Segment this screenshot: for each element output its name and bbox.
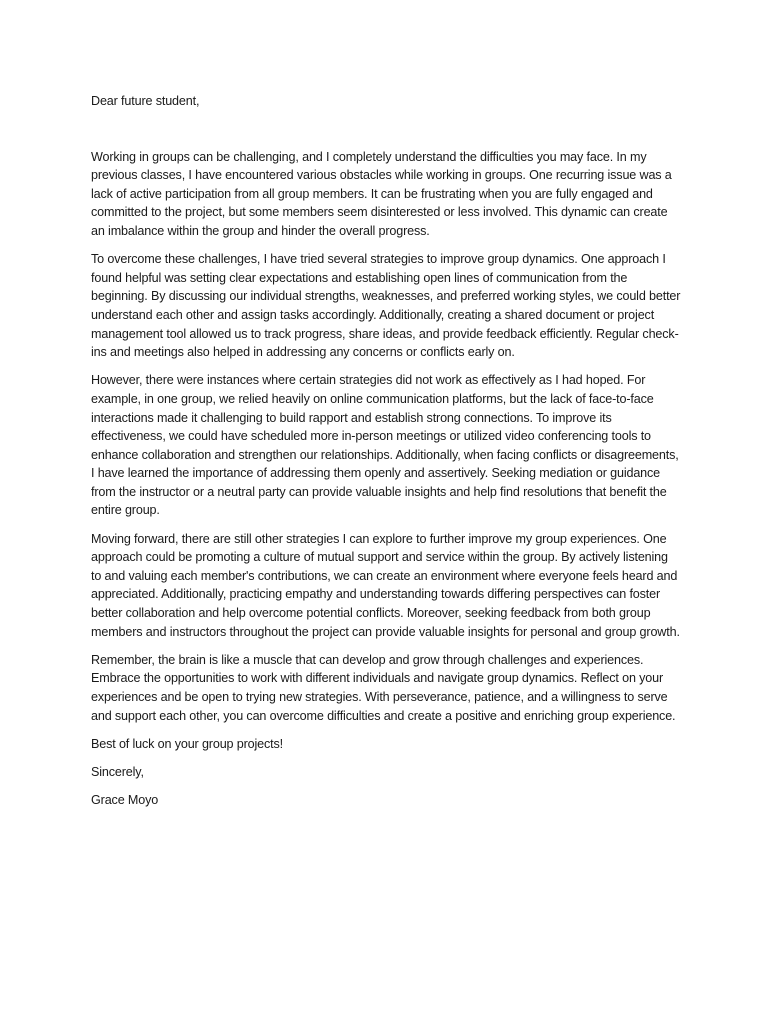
- letter-body: [91, 92, 681, 819]
- body-paragraph-3: However, there were instances where certain strategies did not work as effectively as I had hoped. For example, in one group, we relied heavily on online communication platforms, but the lack of face-to-face interactions made it challenging to build rapport and establish strong connections. To improve its effectiveness, we could have scheduled more in-person meetings or utilized video conferencing tools to enhance collaboration and strengthen our relationships. Additionally, when facing conflicts or disagreements, I have learned the importance of addressing them openly and assertively. Seeking mediation or guidance from the instructor or a neutral party can provide valuable insights and help find resolutions that benefit the entire group.: [91, 373, 679, 518]
- body-paragraph-2: To overcome these challenges, I have tried several strategies to improve group dynamics. One approach I found helpful was setting clear expectations and establishing open lines of communication from the beginning. By discussing our individual strengths, weaknesses, and preferred working styles, we could better understand each other and assign tasks accordingly. Additionally, creating a shared document or project management tool allowed us to track progress, share ideas, and provide feedback efficiently. Regular check-ins and meetings also helped in addressing any concerns or conflicts early on.: [91, 252, 681, 360]
- body-paragraph-4: Moving forward, there are still other strategies I can explore to further improve my group experiences. One approach could be promoting a culture of mutual support and service within the group. By actively listening to and valuing each member's contributions, we can create an environment where everyone feels heard and appreciated. Additionally, practicing empathy and understanding towards differing perspectives can foster better collaboration and help overcome potential conflicts. Moreover, seeking feedback from both group members and instructors throughout the project can provide valuable insights for personal and group growth.: [91, 531, 680, 639]
- body-paragraph-5: Remember, the brain is like a muscle that can develop and grow through challenges and experiences. Embrace the opportunities to work with different individuals and navigate group dynamics. Reflect on your experiences and be open to trying new strategies. With perseverance, patience, and a willingness to serve and support each other, you can overcome difficulties and create a positive and enriching group experience.: [91, 652, 676, 723]
- signature: Grace Moyo: [91, 793, 159, 808]
- salutation: Dear future student,: [91, 94, 200, 108]
- closing-wish: Best of luck on your group projects!: [91, 736, 284, 751]
- sign-off: Sincerely,: [91, 764, 144, 779]
- body-paragraph-1: Working in groups can be challenging, and I completely understand the difficulties you may face. In my previous classes, I have encountered various obstacles while working in groups. One recurring issue was a lack of active participation from all group members. It can be frustrating when you are fully engaged and committed to the project, but some members seem disinterested or less involved. This dynamic can create an imbalance within the group and hinder the overall progress.: [91, 149, 672, 238]
